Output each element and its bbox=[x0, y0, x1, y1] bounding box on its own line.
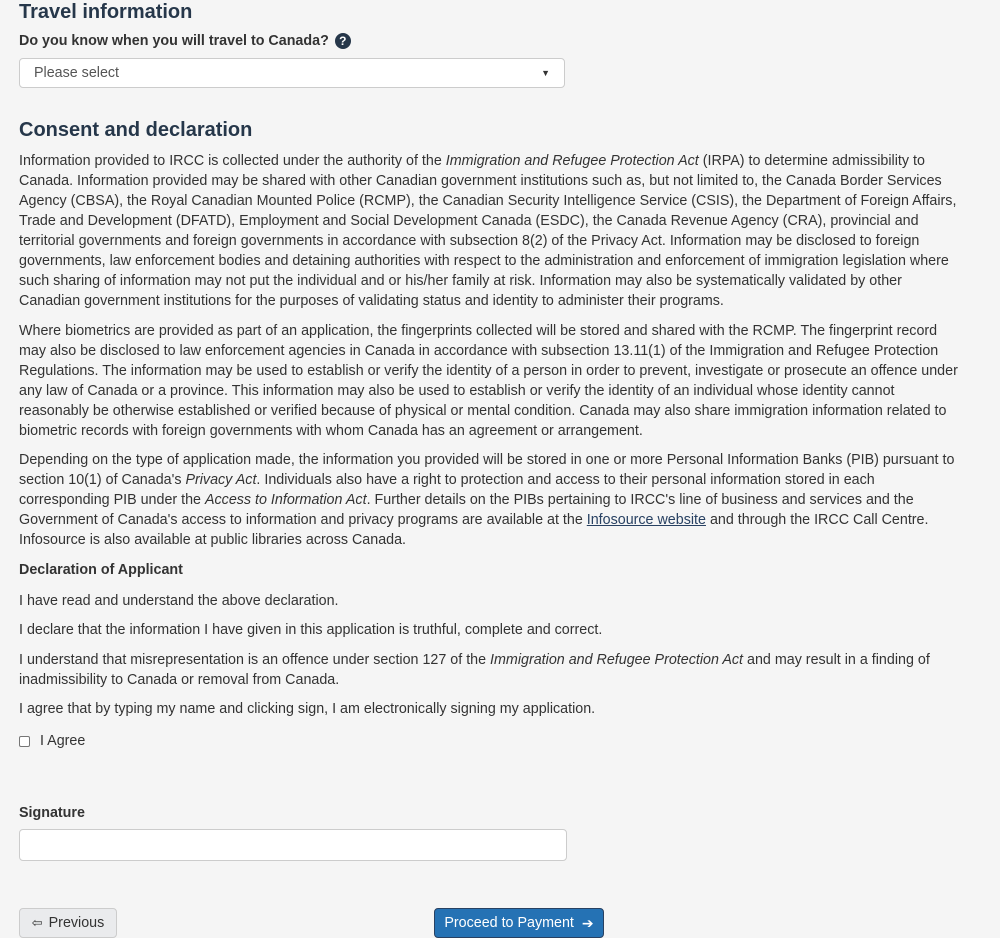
signature-input[interactable] bbox=[19, 829, 567, 861]
arrow-left-icon: ⇦ bbox=[31, 915, 43, 930]
proceed-to-payment-button[interactable] bbox=[434, 908, 604, 938]
declaration-line-1: I have read and understand the above declaration. bbox=[19, 592, 339, 609]
travel-question-label: Do you know when you will travel to Canada? bbox=[19, 33, 329, 49]
consent-heading: Consent and declaration bbox=[19, 119, 253, 141]
consent-paragraph-2: Where biometrics are provided as part of an application, the fingerprints collected will be stored and shared with the RCMP. The fingerprint record may also be disclosed to law enforcement agencies in Canada in accordance with subsection 13.11(1) of the Immigration and Refugee Protection Regulations. The information may be used to establish or verify the identity of a person in order to prevent, investigate or prosecute an offence under any law of Canada or a province. This information may also be used to establish or verify the identity of an individual whose identity cannot reasonably be otherwise established or verified because of physical or mental condition. Canada may also share immigration information related to biometric records with foreign governments with whom Canada has an agreement or arrangement. bbox=[19, 322, 958, 439]
infosource-link[interactable]: Infosource website bbox=[586, 512, 706, 528]
declaration-heading: Declaration of Applicant bbox=[19, 561, 183, 578]
agree-label[interactable]: I Agree bbox=[40, 733, 86, 749]
help-icon[interactable]: ? bbox=[335, 33, 351, 49]
arrow-right-icon: ➔ bbox=[581, 914, 594, 931]
declaration-line-2: I declare that the information I have given in this application is truthful, complete and correct. bbox=[19, 622, 603, 638]
declaration-line-4: I agree that by typing my name and clicking sign, I am electronically signing my application. bbox=[19, 701, 596, 717]
travel-question bbox=[19, 33, 351, 49]
signature-label: Signature bbox=[19, 805, 85, 821]
declaration-line-3: I understand that misrepresentation is an offence under section 127 of the Immigration and Refugee Protection Act and may result in a finding of inadmissibility to Canada or removal from Canada. bbox=[19, 651, 930, 688]
travel-date-select-value: Please select bbox=[34, 65, 120, 81]
proceed-button-label: Proceed to Payment bbox=[444, 915, 574, 931]
consent-body bbox=[19, 151, 964, 729]
previous-button-label: Previous bbox=[48, 915, 105, 931]
agree-checkbox[interactable] bbox=[19, 736, 30, 747]
travel-heading: Travel information bbox=[19, 1, 193, 23]
consent-paragraph-1: Information provided to IRCC is collected under the authority of the Immigration and Refugee Protection Act (IRPA) to determine admissibility to Canada. Information provided may be shared with other Canadian government institutions such as, but not limited to, the Canada Border Services Agency (CBSA), the Royal Canadian Mounted Police (RCMP), the Canadian Security Intelligence Service (CSIS), the Department of Foreign Affairs, Trade and Development (DFATD), Employment and Social Development Canada (ESDC), the Canada Revenue Agency (CRA), provincial and territorial governments and foreign governments in accordance with subsection 8(2) of the Privacy Act. Information may be disclosed to foreign governments, law enforcement bodies and detaining authorities with respect to the administration and enforcement of immigration legislation where such sharing of information may not put the individual and or his/her family at risk. Information may also be systematically validated by other Canadian government institutions for the purposes of validating status and identity to administer their programs. bbox=[19, 153, 957, 309]
chevron-down-icon: ▼ bbox=[541, 68, 550, 78]
consent-paragraph-3: Depending on the type of application made, the information you provided will be stored in one or more Personal Information Banks (PIB) pursuant to section 10(1) of Canada's Privacy Act. Individuals also have a right to protection and access to their personal information stored in each corresponding PIB under the Access to Information Act. Further details on the PIBs pertaining to IRCC's line of business and services and the Government of Canada's access to information and privacy programs are available at the Infosource website and through the IRCC Call Centre. Infosource is also available at public libraries across Canada. bbox=[19, 452, 955, 548]
previous-button[interactable] bbox=[19, 908, 117, 938]
agree-row bbox=[19, 733, 85, 749]
travel-date-select[interactable] bbox=[19, 58, 565, 88]
